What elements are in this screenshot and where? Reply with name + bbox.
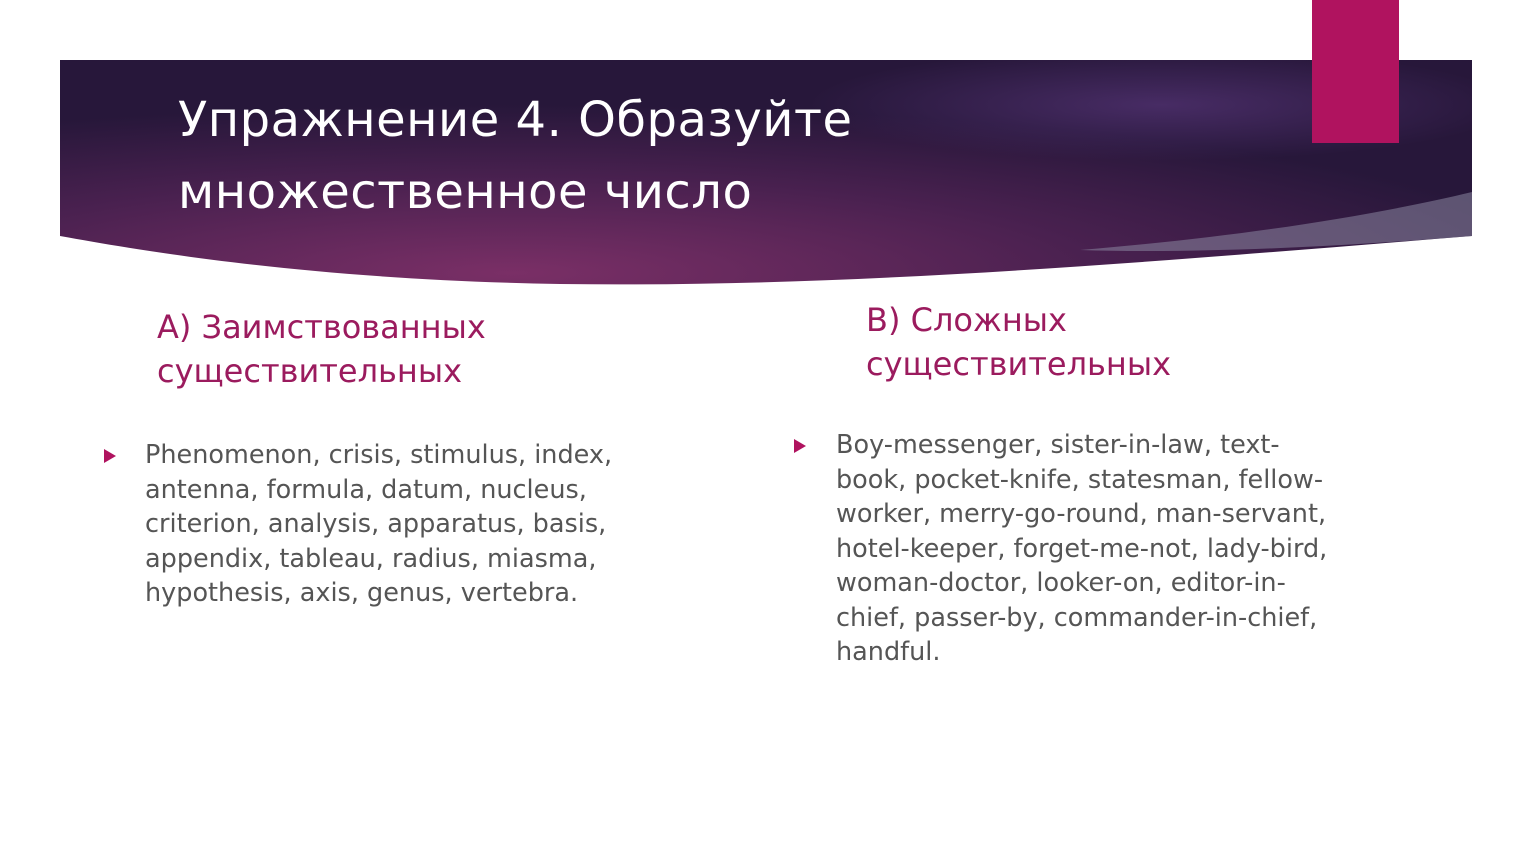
bullet-text-line: hypothesis, axis, genus, vertebra. <box>145 578 579 608</box>
bullet-text-line: Boy-messenger, sister-in-law, text- <box>836 430 1280 460</box>
bullet-text-line: handful. <box>836 637 941 667</box>
column-a-bullet-text <box>145 438 612 611</box>
slide-title <box>178 84 1278 228</box>
bullet-text-line: chief, passer-by, commander-in-chief, <box>836 602 1318 633</box>
bullet-text-line: Phenomenon, crisis, stimulus, index, <box>145 440 613 470</box>
column-a-heading <box>157 305 486 393</box>
accent-tab <box>1312 0 1399 143</box>
column-b-bullet <box>794 428 1374 670</box>
column-b-heading-line: существительных <box>866 345 1172 383</box>
slide-title-line: Упражнение 4. Образуйте <box>178 92 853 148</box>
column-b-heading <box>866 298 1171 386</box>
triangle-bullet-icon <box>104 449 116 463</box>
column-a-heading-line: существительных <box>157 352 463 390</box>
column-b-heading-line: В) Сложных <box>866 301 1067 339</box>
column-a-bullet <box>104 438 664 611</box>
bullet-text-line: appendix, tableau, radius, miasma, <box>145 543 597 574</box>
slide-title-line: множественное число <box>178 164 753 220</box>
triangle-bullet-icon <box>794 439 806 453</box>
bullet-text-line: criterion, analysis, apparatus, basis, <box>145 509 607 539</box>
bullet-text-line: woman-doctor, looker-on, editor-in- <box>836 568 1286 598</box>
bullet-text-line: book, pocket-knife, statesman, fellow- <box>836 464 1324 495</box>
column-b-bullet-text <box>836 428 1327 670</box>
bullet-text-line: antenna, formula, datum, nucleus, <box>145 474 587 505</box>
bullet-text-line: worker, merry-go-round, man-servant, <box>836 499 1327 529</box>
bullet-text-line: hotel-keeper, forget-me-not, lady-bird, <box>836 533 1328 564</box>
column-a-heading-line: А) Заимствованных <box>157 308 486 346</box>
